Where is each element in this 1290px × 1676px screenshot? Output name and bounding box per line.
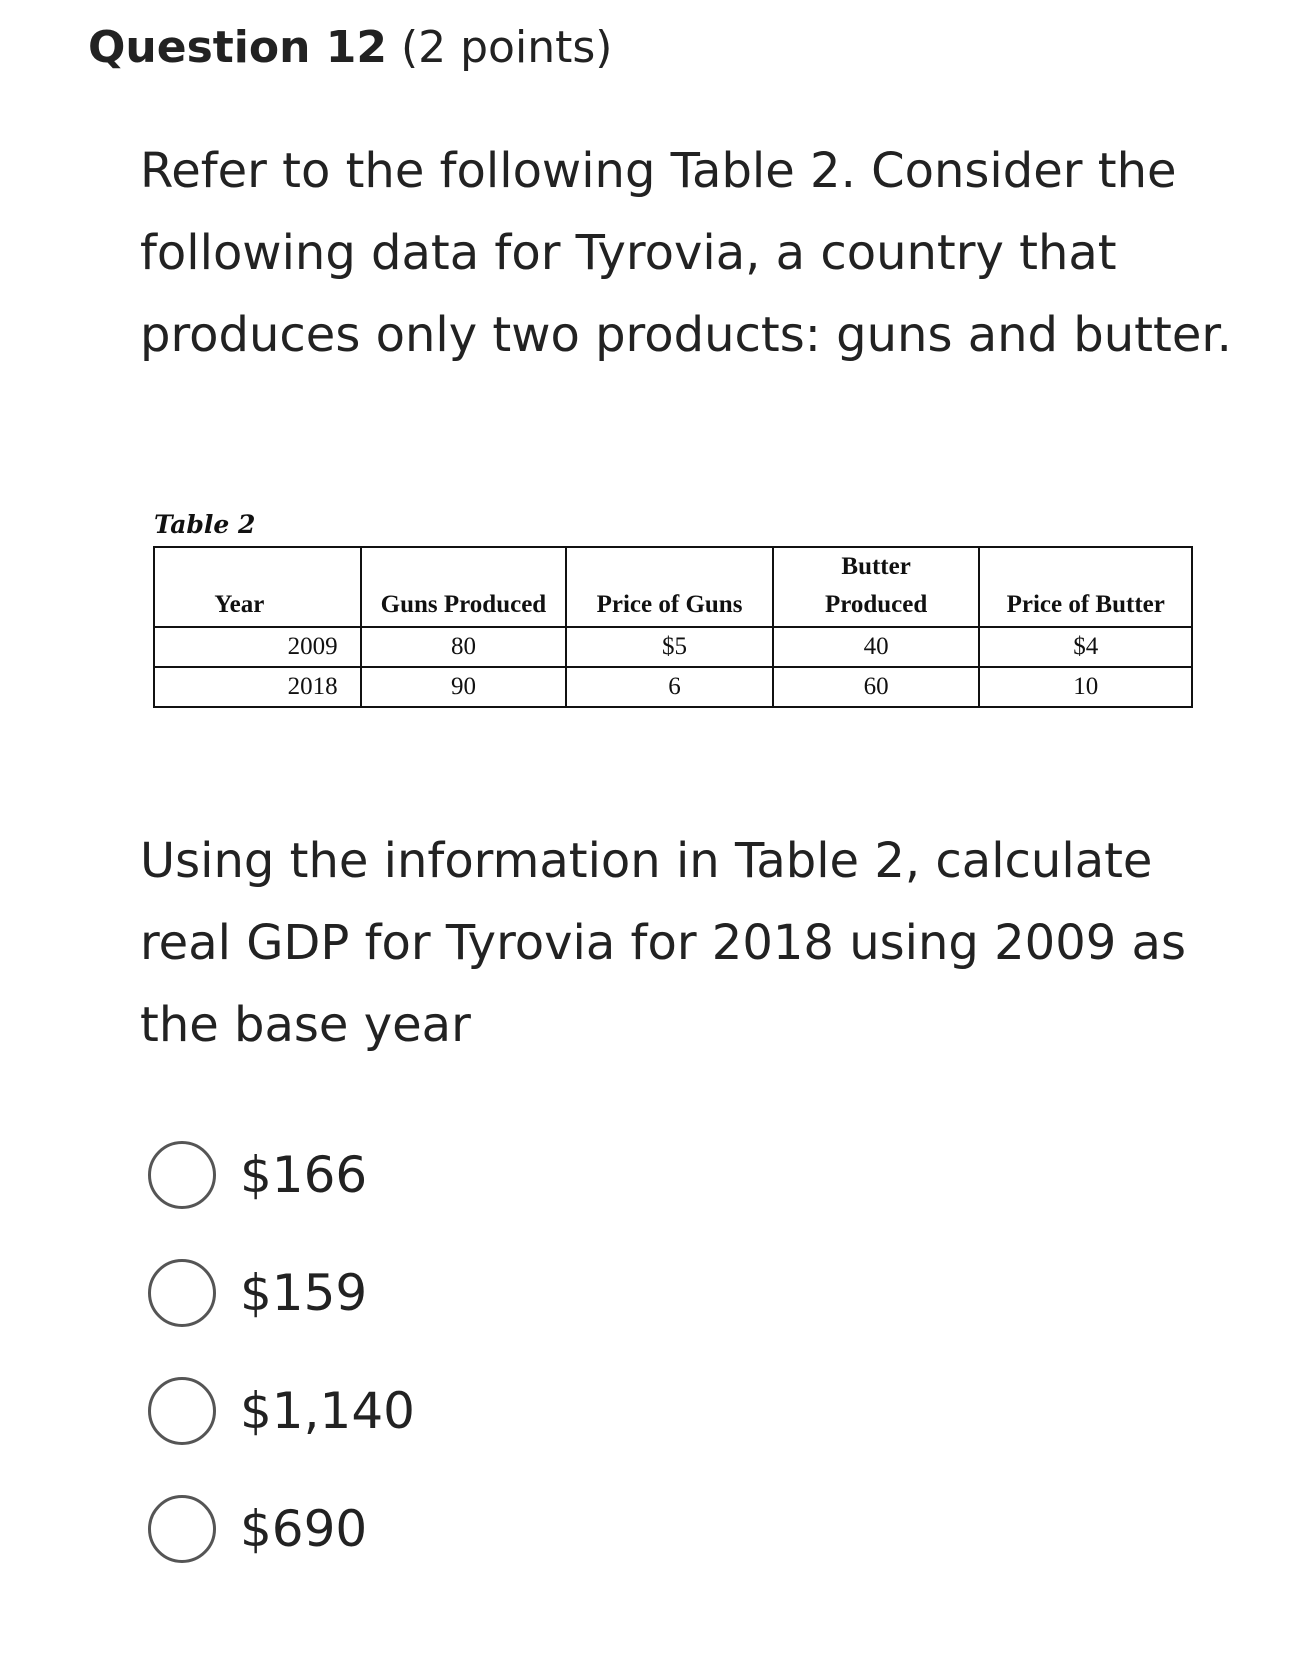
header-butter-produced bbox=[773, 547, 980, 627]
header-price-of-butter: Price of Butter bbox=[979, 547, 1192, 627]
table-header-row bbox=[154, 547, 1192, 627]
cell-year: 2018 bbox=[154, 667, 361, 707]
option-label: $1,140 bbox=[240, 1382, 415, 1440]
option-label: $166 bbox=[240, 1146, 368, 1204]
radio-button[interactable] bbox=[148, 1377, 216, 1445]
data-table bbox=[153, 546, 1193, 708]
cell-guns-produced: 80 bbox=[361, 627, 567, 667]
question-points: (2 points) bbox=[400, 22, 613, 73]
question-title: Question 12 bbox=[88, 22, 387, 73]
header-price-of-guns: Price of Guns bbox=[566, 547, 773, 627]
cell-guns-produced: 90 bbox=[361, 667, 567, 707]
answer-option-4[interactable] bbox=[148, 1494, 415, 1564]
header-guns-produced: Guns Produced bbox=[361, 547, 567, 627]
header-year: Year bbox=[154, 547, 361, 627]
cell-butter-produced: 40 bbox=[773, 627, 980, 667]
cell-price-of-butter: $4 bbox=[979, 627, 1192, 667]
radio-button[interactable] bbox=[148, 1495, 216, 1563]
cell-price-of-butter: 10 bbox=[979, 667, 1192, 707]
radio-button[interactable] bbox=[148, 1141, 216, 1209]
answer-option-1[interactable] bbox=[148, 1140, 415, 1210]
answer-options bbox=[148, 1140, 415, 1612]
header-butter-line1: Butter bbox=[841, 553, 911, 580]
cell-price-of-guns: $5 bbox=[566, 627, 773, 667]
answer-option-3[interactable] bbox=[148, 1376, 415, 1446]
option-label: $690 bbox=[240, 1500, 368, 1558]
cell-butter-produced: 60 bbox=[773, 667, 980, 707]
header-butter-line2: Produced bbox=[824, 591, 928, 618]
table-row bbox=[154, 627, 1192, 667]
question-header bbox=[88, 18, 612, 78]
answer-option-2[interactable] bbox=[148, 1258, 415, 1328]
radio-button[interactable] bbox=[148, 1259, 216, 1327]
table-caption: Table 2 bbox=[154, 510, 256, 539]
question-text: Using the information in Table 2, calculate real GDP for Tyrovia for 2018 using 2009 as the base year bbox=[140, 833, 1186, 1053]
cell-price-of-guns: 6 bbox=[566, 667, 773, 707]
cell-year: 2009 bbox=[154, 627, 361, 667]
question-prompt: Refer to the following Table 2. Consider the following data for Tyrovia, a country that produces only two products: guns and butter. bbox=[140, 143, 1232, 363]
option-label: $159 bbox=[240, 1264, 368, 1322]
table-row bbox=[154, 667, 1192, 707]
